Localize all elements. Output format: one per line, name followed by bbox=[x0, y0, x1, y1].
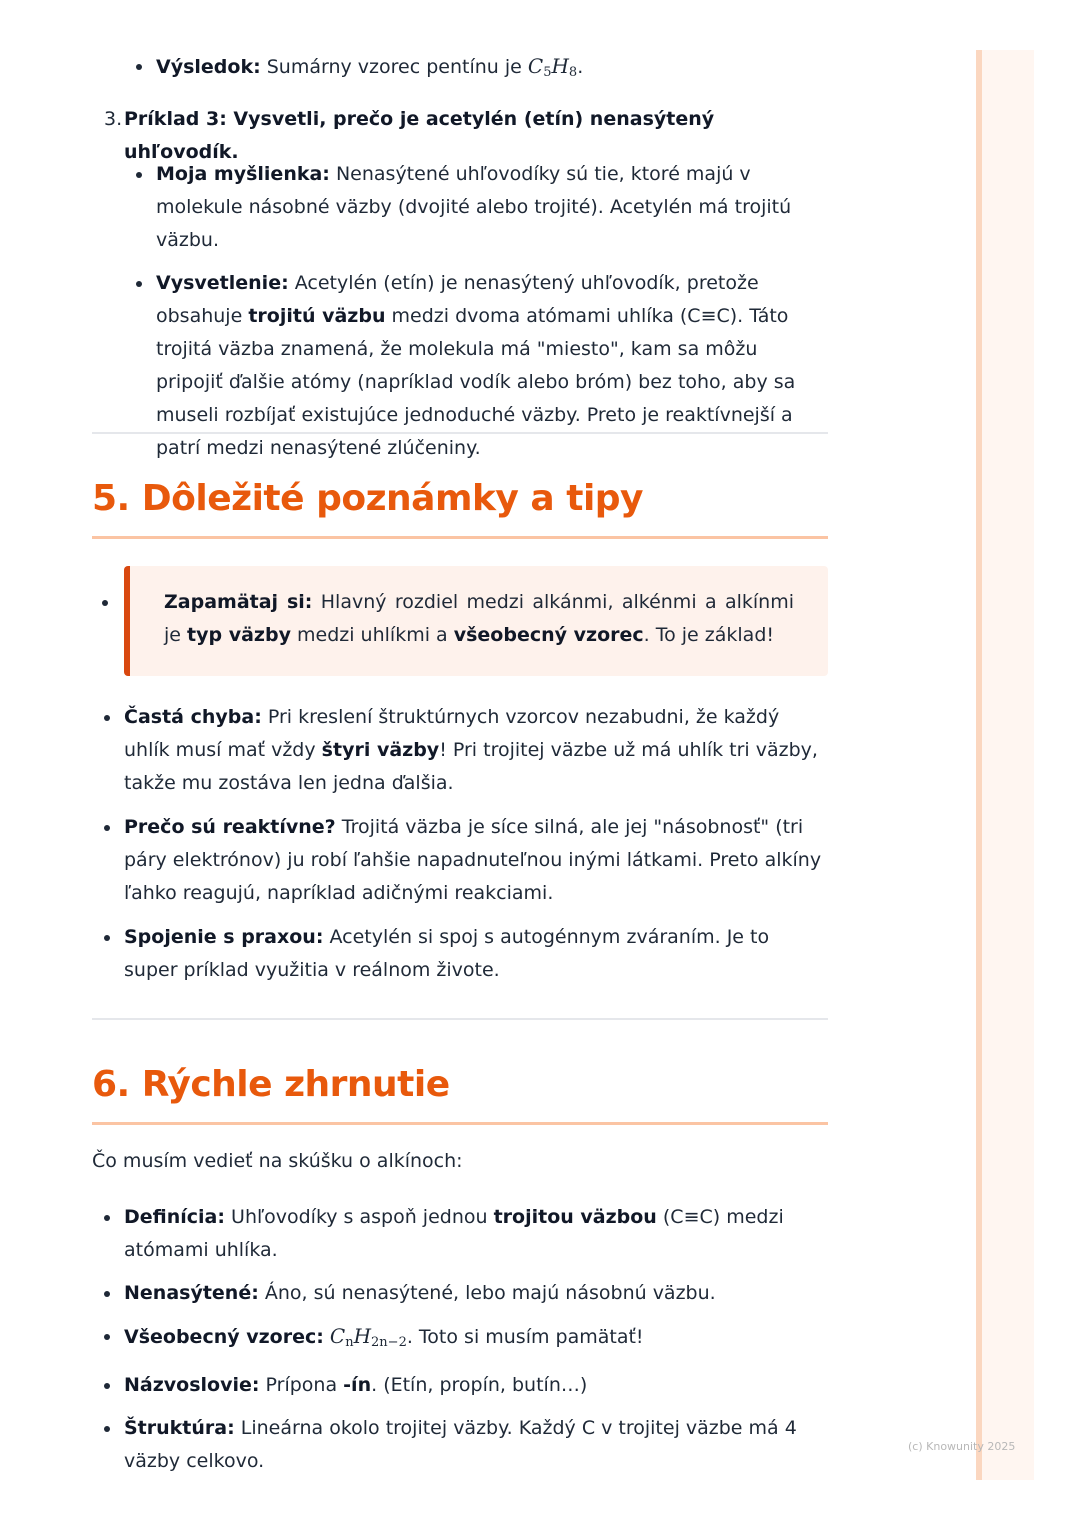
list-item: Vysvetlenie: Acetylén (etín) je nenasýtený uhľovodík, pretože obsahuje trojitú väzbu medzi dvoma atómami uhlíka (C≡C). Táto trojitá väzba znamená, že molekula má "miesto", kam sa môžu pripojiť ďalšie atómy (napríklad vodík alebo bróm) bez toho, aby sa museli rozbíjať existujúce jednoduché väzby. Preto je reaktívnejší a patrí medzi nenasýtené zlúčeniny. bbox=[124, 267, 828, 465]
divider bbox=[92, 1018, 828, 1020]
list-item: Moja myšlienka: Nenasýtené uhľovodíky sú tie, ktoré majú v molekule násobné väzby (dvojité alebo trojité). Acetylén má trojitú väzbu. bbox=[124, 158, 828, 257]
heading-underline bbox=[92, 536, 828, 539]
example-3: 3. Príklad 3: Vysvetli, prečo je acetylén (etín) nenasýtený uhľovodík. bbox=[104, 108, 715, 163]
callout-box: Zapamätaj si: Hlavný rozdiel medzi alkánmi, alkénmi a alkínmi je typ väzby medzi uhlíkmi a všeobecný vzorec. To je základ! bbox=[124, 566, 828, 676]
pentyne-formula: $C_5H_8$ bbox=[527, 54, 578, 80]
general-formula: $C_nH_{2n-2}$ bbox=[329, 1324, 407, 1350]
list-item: Častá chyba: Pri kreslení štruktúrnych vzorcov nezabudni, že každý uhlík musí mať vždy štyri väzby! Pri trojitej väzbe už má uhlík tri väzby, takže mu zostáva len jedna ďalšia. bbox=[92, 701, 828, 800]
list-item: Výsledok: Sumárny vzorec pentínu je $C_5H_8$. bbox=[124, 50, 828, 89]
bullet-dot bbox=[102, 600, 108, 606]
list-item: Nenasýtené: Áno, sú nenasýtené, lebo majú násobnú väzbu. bbox=[92, 1277, 828, 1310]
sidebar-panel bbox=[982, 50, 1034, 1480]
heading-underline bbox=[92, 1122, 828, 1125]
list-item: Definícia: Uhľovodíky s aspoň jednou trojitou väzbou (C≡C) medzi atómami uhlíka. bbox=[92, 1201, 828, 1267]
section-6-heading: 6. Rýchle zhrnutie bbox=[92, 1064, 450, 1105]
list-item: Štruktúra: Lineárna okolo trojitej väzby. Každý C v trojitej väzbe má 4 väzby celkovo. bbox=[92, 1412, 828, 1478]
list-item: Názvoslovie: Prípona -ín. (Etín, propín, butín…) bbox=[92, 1369, 828, 1402]
divider bbox=[92, 432, 828, 434]
section-5-heading: 5. Dôležité poznámky a tipy bbox=[92, 478, 644, 519]
summary-intro: Čo musím vedieť na skúšku o alkínoch: bbox=[92, 1150, 463, 1172]
result-list bbox=[124, 50, 828, 89]
tips-list bbox=[92, 701, 828, 987]
example-3-title: Príklad 3: Vysvetli, prečo je acetylén (etín) nenasýtený uhľovodík. bbox=[124, 108, 715, 163]
list-item: Všeobecný vzorec: $C_nH_{2n-2}$. Toto si musím pamätať! bbox=[92, 1320, 828, 1359]
watermark: (c) Knowunity 2025 bbox=[908, 1440, 1016, 1453]
summary-list bbox=[92, 1201, 828, 1478]
list-item: Spojenie s praxou: Acetylén si spoj s autogénnym zváraním. Je to super príklad využitia v reálnom živote. bbox=[92, 921, 828, 987]
example-3-details bbox=[124, 158, 828, 465]
list-item: Prečo sú reaktívne? Trojitá väzba je síce silná, ale jej "násobnosť" (tri páry elektrónov) ju robí ľahšie napadnuteľnou inými látkami. Preto alkíny ľahko reagujú, napríklad adičnými reakciami. bbox=[92, 811, 828, 910]
